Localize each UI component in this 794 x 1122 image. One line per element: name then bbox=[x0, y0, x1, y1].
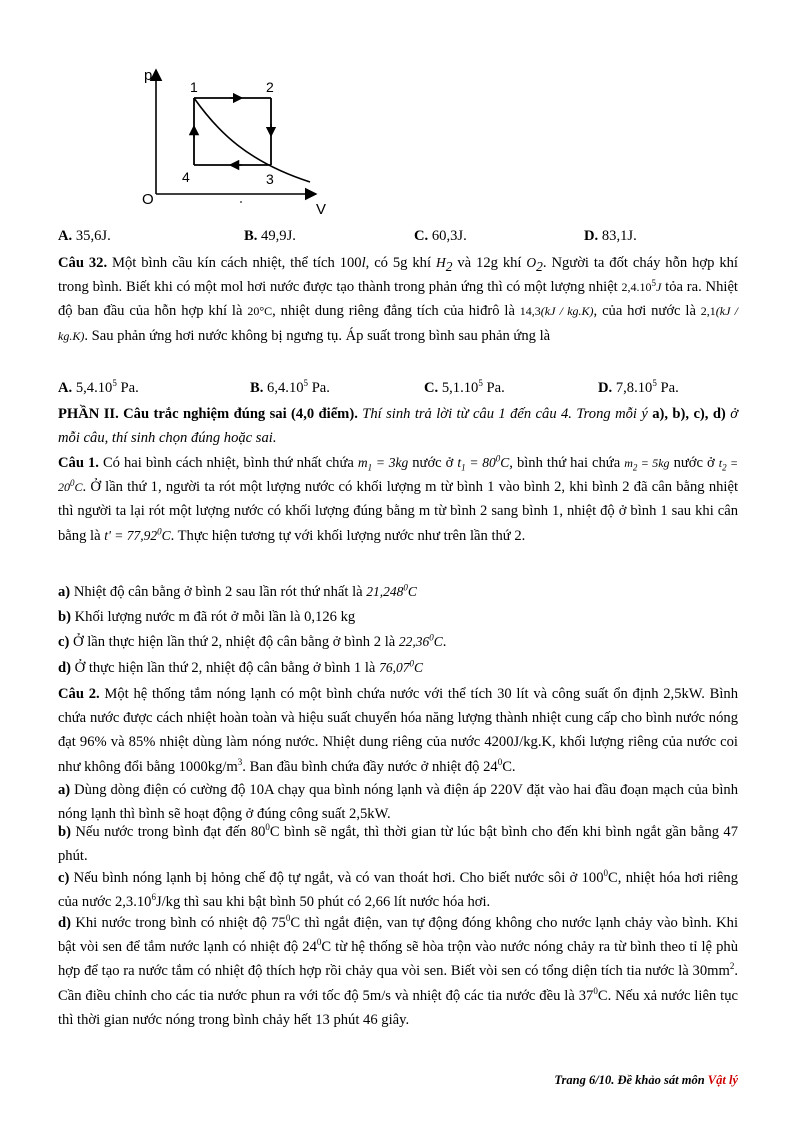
q31-option-d[interactable]: D. 83,1J. bbox=[584, 228, 637, 244]
q32-option-d[interactable]: D. 7,8.10$^5$ Pa. bbox=[598, 378, 679, 396]
q32-option-a[interactable]: A. 5,4.10$^5$ Pa. bbox=[58, 378, 139, 396]
c1-text: Câu 1. Có hai bình cách nhiệt, bình thứ nhất chứa $m_1 = 3kg$ nước ở $t_1 = 80^0C$, bình thứ hai chứa $m_2 = 5kg$ nước ở $t_2 = 20^0C$. Ở lần thứ 1, người ta rót một lượng nước có khối lượng m từ bình 1 vào bình 2, khi bình 2 đã cân bằng nhiệt thì người ta lại rót một lượng nước có khối lượng đúng bằng m từ bình 2 sang bình 1, nhiệt độ ở bình 1 sau khi cân bằng là $t' = 77,92^0C$. Thực hiện tương tự với khối lượng nước như trên lần thứ 2. bbox=[58, 453, 739, 544]
c2-text: Câu 2. Một hệ thống tắm nóng lạnh có một bình chứa nước với thể tích 30 lít và công suất ổn định 2,5kW. Bình chứa nước được cách nhiệt hoàn toàn và hiệu suất chuyển hóa năng lượng thành nhiệt cung cấp cho bình nước nóng đạt 96% và 85% nhiệt dùng làm nóng nước. Nhiệt dung riêng của nước 4200J/kg.K, khối lượng riêng của nước coi như không đổi bằng $1000kg/m^3$. Ban đầu bình chứa đầy nước ở nhiệt độ $24^0C$. bbox=[58, 686, 738, 775]
c1-item-c[interactable]: c) Ở lần thực hiện lần thứ 2, nhiệt độ cân bằng ở bình 2 là 22,36$^0$C. bbox=[58, 632, 447, 650]
c2-item-d[interactable]: d) Khi nước trong bình có nhiệt độ $75^0C$ thì ngắt điện, van tự động đóng không cho nước lạnh chảy vào bình. Khi bật vòi sen để tắm nước lạnh có nhiệt độ $24^0C$ từ hệ thống sẽ hòa trộn vào nước nóng chảy ra từ bình theo tỉ lệ phù hợp để tạo ra nước tắm có nhiệt độ thích hợp rồi chảy qua vòi sen. Biết vòi sen có tổng diện tích tia nước là $30mm^2$. Cần điều chỉnh cho các tia nước phun ra với tốc độ 5m/s và nhiệt độ các tia nước đều là $37^0C$. Nếu xả nước liên tục thì thời gian nước nóng trong bình chảy hết 13 phút 46 giây. bbox=[58, 913, 739, 1028]
c2-item-a[interactable]: a) Dùng dòng điện có cường độ 10A chạy qua bình nóng lạnh và điện áp 220V đặt vào hai đầu đoạn mạch của bình nóng lạnh thì bình sẽ hoạt động ở đúng công suất 2,5kW. bbox=[58, 782, 738, 823]
point-1-label: 1 bbox=[190, 79, 198, 95]
point-2-label: 2 bbox=[266, 79, 274, 95]
pv-diagram bbox=[138, 62, 338, 222]
footer-text: Trang 6/10. Đề khảo sát môn bbox=[554, 1073, 705, 1087]
c1-item-a[interactable]: a) Nhiệt độ cân bằng ở bình 2 sau lần rót thứ nhất là 21,248$^0$C bbox=[58, 582, 417, 600]
c2-item-b[interactable]: b) Nếu nước trong bình đạt đến $80^0C$ bình sẽ ngắt, thì thời gian từ lúc bật bình cho đến khi bình ngắt gần bằng 47 phút. bbox=[58, 822, 738, 865]
origin-label: O bbox=[142, 191, 154, 208]
q32-option-b[interactable]: B. 6,4.10$^5$ Pa. bbox=[250, 378, 330, 396]
q31-option-a[interactable]: A. 35,6J. bbox=[58, 228, 111, 244]
q31-options bbox=[58, 228, 738, 250]
page-footer bbox=[58, 1073, 738, 1088]
c1-item-b[interactable]: b) Khối lượng nước m đã rót ở mỗi lần là 0,126 kg bbox=[58, 609, 356, 625]
c1-item-d[interactable]: d) Ở thực hiện lần thứ 2, nhiệt độ cân bằng ở bình 1 là 76,07$^0$C bbox=[58, 658, 423, 676]
q31-option-c[interactable]: C. 60,3J. bbox=[414, 228, 467, 244]
footer-subject: Vật lý bbox=[707, 1073, 738, 1087]
q32-options bbox=[58, 380, 738, 402]
p-axis-label: p bbox=[144, 67, 153, 84]
q31-option-b[interactable]: B. 49,9J. bbox=[244, 228, 296, 244]
dot-mark bbox=[240, 201, 242, 203]
point-4-label: 4 bbox=[182, 169, 190, 185]
v-axis-label: V bbox=[316, 201, 327, 218]
q32-option-c[interactable]: C. 5,1.10$^5$ Pa. bbox=[424, 378, 505, 396]
point-3-label: 3 bbox=[266, 171, 274, 187]
isotherm-curve bbox=[194, 98, 310, 182]
q32-text: Câu 32. Một bình cầu kín cách nhiệt, thể tích 100l, có 5g khí $H_2$ và 12g khí $O_2$. Người ta đốt cháy hỗn hợp khí trong bình. Biết khi có một mol hơi nước được tạo thành trong phản ứng thì có một lượng nhiệt 2,4.10$^5$J tỏa ra. Nhiệt độ ban đầu của hỗn hợp khí là 20°C, nhiệt dung riêng đẳng tích của hiđrô là 14,3(kJ / kg.K), của hơi nước là 2,1(kJ / kg.K). Sau phản ứng hơi nước không bị ngưng tụ. Áp suất trong bình sau phản ứng là bbox=[58, 255, 738, 344]
part2-heading: PHẦN II. Câu trắc nghiệm đúng sai (4,0 điểm). Thí sinh trả lời từ câu 1 đến câu 4. Trong mỗi ý a), b), c), d) ở mỗi câu, thí sinh chọn đúng hoặc sai. bbox=[58, 406, 738, 447]
c2-item-c[interactable]: c) Nếu bình nóng lạnh bị hỏng chế độ tự ngắt, và có van thoát hơi. Cho biết nước sôi ở $100^0C$, nhiệt hóa hơi riêng của nước 2,3.10$^6$J/kg thì sau khi bật bình 50 phút có 2,66 lít nước hóa hơi. bbox=[58, 868, 738, 911]
